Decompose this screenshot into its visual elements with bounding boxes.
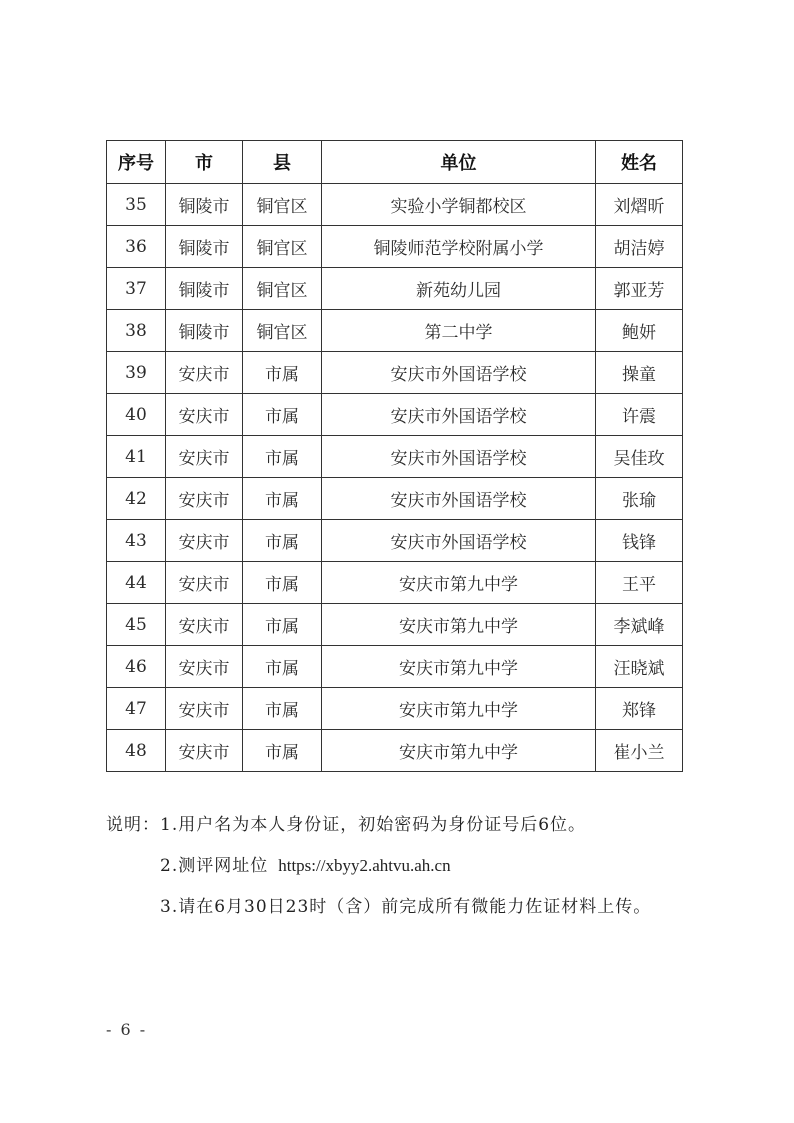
cell-name: 郑锋 — [596, 688, 683, 730]
cell-county: 市属 — [243, 688, 322, 730]
cell-serial-number: 35 — [107, 184, 166, 226]
cell-city: 安庆市 — [166, 562, 243, 604]
cell-unit: 安庆市外国语学校 — [322, 478, 596, 520]
table-row — [107, 436, 683, 478]
cell-county: 市属 — [243, 646, 322, 688]
cell-unit: 安庆市第九中学 — [322, 646, 596, 688]
cell-serial-number: 37 — [107, 268, 166, 310]
cell-name: 李斌峰 — [596, 604, 683, 646]
cell-county: 市属 — [243, 436, 322, 478]
cell-county: 市属 — [243, 604, 322, 646]
cell-county: 铜官区 — [243, 268, 322, 310]
note-1-text: 1.用户名为本人身份证，初始密码为身份证号后6位。 — [160, 815, 587, 835]
cell-unit: 新苑幼儿园 — [322, 268, 596, 310]
cell-serial-number: 45 — [107, 604, 166, 646]
table-row — [107, 268, 683, 310]
cell-name: 汪晓斌 — [596, 646, 683, 688]
table-header-row — [107, 141, 683, 184]
table-row — [107, 604, 683, 646]
table-row — [107, 730, 683, 772]
cell-unit: 实验小学铜都校区 — [322, 184, 596, 226]
header-unit: 单位 — [322, 141, 596, 184]
header-county: 县 — [243, 141, 322, 184]
page-number: - 6 - — [106, 1020, 148, 1039]
cell-city: 安庆市 — [166, 436, 243, 478]
cell-serial-number: 48 — [107, 730, 166, 772]
cell-county: 市属 — [243, 478, 322, 520]
cell-county: 铜官区 — [243, 226, 322, 268]
cell-name: 刘熠昕 — [596, 184, 683, 226]
cell-name: 郭亚芳 — [596, 268, 683, 310]
note-line-2 — [106, 856, 706, 876]
table-row — [107, 520, 683, 562]
cell-city: 安庆市 — [166, 730, 243, 772]
cell-unit: 安庆市外国语学校 — [322, 520, 596, 562]
cell-serial-number: 39 — [107, 352, 166, 394]
cell-name: 钱锋 — [596, 520, 683, 562]
cell-serial-number: 43 — [107, 520, 166, 562]
cell-unit: 安庆市外国语学校 — [322, 394, 596, 436]
notes-section — [106, 815, 706, 938]
roster-table — [106, 140, 683, 772]
cell-name: 崔小兰 — [596, 730, 683, 772]
cell-unit: 安庆市外国语学校 — [322, 436, 596, 478]
table-row — [107, 562, 683, 604]
cell-city: 安庆市 — [166, 646, 243, 688]
cell-name: 胡洁婷 — [596, 226, 683, 268]
cell-serial-number: 40 — [107, 394, 166, 436]
note-3-text: 3.请在6月30日23时（含）前完成所有微能力佐证材料上传。 — [160, 897, 652, 917]
table-row — [107, 478, 683, 520]
cell-unit: 安庆市外国语学校 — [322, 352, 596, 394]
cell-name: 吴佳玫 — [596, 436, 683, 478]
cell-county: 市属 — [243, 352, 322, 394]
cell-name: 许震 — [596, 394, 683, 436]
cell-city: 铜陵市 — [166, 184, 243, 226]
notes-label: 说明： — [106, 815, 160, 835]
cell-unit: 安庆市第九中学 — [322, 688, 596, 730]
cell-city: 安庆市 — [166, 478, 243, 520]
cell-city: 安庆市 — [166, 688, 243, 730]
note-line-3 — [106, 897, 706, 917]
table-row — [107, 310, 683, 352]
cell-city: 铜陵市 — [166, 310, 243, 352]
evaluation-url-link[interactable]: https://xbyy2.ahtvu.ah.cn — [278, 856, 451, 875]
table-row — [107, 184, 683, 226]
cell-county: 市属 — [243, 730, 322, 772]
cell-unit: 铜陵师范学校附属小学 — [322, 226, 596, 268]
table-row — [107, 688, 683, 730]
cell-county: 市属 — [243, 394, 322, 436]
cell-serial-number: 46 — [107, 646, 166, 688]
cell-name: 鲍妍 — [596, 310, 683, 352]
cell-city: 铜陵市 — [166, 226, 243, 268]
cell-unit: 安庆市第九中学 — [322, 730, 596, 772]
table-row — [107, 352, 683, 394]
table-row — [107, 226, 683, 268]
cell-county: 市属 — [243, 520, 322, 562]
cell-serial-number: 38 — [107, 310, 166, 352]
cell-unit: 安庆市第九中学 — [322, 562, 596, 604]
cell-unit: 安庆市第九中学 — [322, 604, 596, 646]
cell-name: 王平 — [596, 562, 683, 604]
cell-city: 铜陵市 — [166, 268, 243, 310]
note-line-1 — [106, 815, 706, 835]
cell-name: 操童 — [596, 352, 683, 394]
cell-serial-number: 36 — [107, 226, 166, 268]
cell-city: 安庆市 — [166, 604, 243, 646]
header-name: 姓名 — [596, 141, 683, 184]
cell-name: 张瑜 — [596, 478, 683, 520]
cell-unit: 第二中学 — [322, 310, 596, 352]
cell-city: 安庆市 — [166, 394, 243, 436]
table-body — [107, 184, 683, 772]
table-row — [107, 646, 683, 688]
cell-county: 铜官区 — [243, 184, 322, 226]
cell-serial-number: 41 — [107, 436, 166, 478]
cell-serial-number: 42 — [107, 478, 166, 520]
cell-county: 铜官区 — [243, 310, 322, 352]
cell-serial-number: 44 — [107, 562, 166, 604]
header-city: 市 — [166, 141, 243, 184]
cell-serial-number: 47 — [107, 688, 166, 730]
header-serial-number: 序号 — [107, 141, 166, 184]
note-2-text: 2.测评网址位 — [160, 856, 269, 876]
cell-city: 安庆市 — [166, 352, 243, 394]
cell-city: 安庆市 — [166, 520, 243, 562]
table-row — [107, 394, 683, 436]
cell-county: 市属 — [243, 562, 322, 604]
